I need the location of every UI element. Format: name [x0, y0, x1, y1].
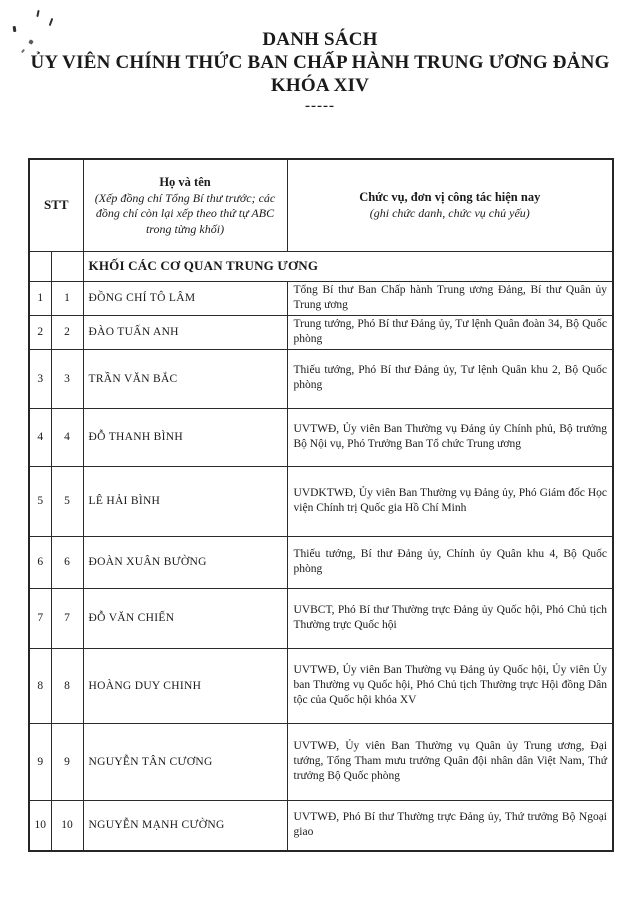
row-position: UVBCT, Phó Bí thư Thường trực Đảng ủy Quốc hội, Phó Chủ tịch Thường trực Quốc hội [287, 588, 613, 648]
row-position: Thiếu tướng, Phó Bí thư Đảng ủy, Tư lệnh Quân khu 2, Bộ Quốc phòng [287, 349, 613, 408]
table-row [29, 588, 613, 648]
row-name: NGUYỄN MẠNH CƯỜNG [83, 800, 287, 851]
document-title [0, 0, 640, 115]
row-no: 8 [51, 648, 83, 723]
table-row [29, 408, 613, 466]
table-row [29, 800, 613, 851]
row-no: 4 [51, 408, 83, 466]
row-name: LÊ HẢI BÌNH [83, 466, 287, 536]
row-stt: 1 [29, 281, 51, 315]
row-stt: 10 [29, 800, 51, 851]
row-position: UVTWĐ, Phó Bí thư Thường trực Đảng ủy, Thứ trưởng Bộ Ngoại giao [287, 800, 613, 851]
row-stt: 6 [29, 536, 51, 588]
row-no: 5 [51, 466, 83, 536]
header-position [287, 159, 613, 251]
row-position: Trung tướng, Phó Bí thư Đảng ủy, Tư lệnh Quân đoàn 34, Bộ Quốc phòng [287, 315, 613, 349]
row-stt: 2 [29, 315, 51, 349]
row-no: 1 [51, 281, 83, 315]
row-position: Thiếu tướng, Bí thư Đảng ủy, Chính ủy Quân khu 4, Bộ Quốc phòng [287, 536, 613, 588]
row-no: 2 [51, 315, 83, 349]
row-stt: 4 [29, 408, 51, 466]
table-row [29, 349, 613, 408]
row-stt: 9 [29, 723, 51, 800]
row-no: 6 [51, 536, 83, 588]
table-row [29, 536, 613, 588]
header-name-note: (Xếp đồng chí Tổng Bí thư trước; các đồng chí còn lại xếp theo thứ tự ABC trong từng khối) [94, 190, 276, 236]
title-line-1: DANH SÁCH [262, 29, 378, 50]
row-name: TRẦN VĂN BẮC [83, 349, 287, 408]
title-divider: ----- [305, 98, 335, 114]
title-line-3: KHÓA XIV [270, 75, 370, 96]
row-no: 10 [51, 800, 83, 851]
title-line-2: ỦY VIÊN CHÍNH THỨC BAN CHẤP HÀNH TRUNG ƯƠNG ĐẢNG [30, 52, 610, 73]
row-no: 9 [51, 723, 83, 800]
header-position-note: (ghi chức danh, chức vụ chủ yếu) [369, 206, 530, 220]
row-name: ĐOÀN XUÂN BƯỜNG [83, 536, 287, 588]
section-row [29, 251, 613, 281]
section-empty-cell [29, 251, 51, 281]
table-row [29, 281, 613, 315]
header-name-title: Họ và tên [159, 174, 211, 189]
table-row [29, 648, 613, 723]
section-empty-cell [51, 251, 83, 281]
header-name [83, 159, 287, 251]
row-stt: 3 [29, 349, 51, 408]
row-name: ĐỖ THANH BÌNH [83, 408, 287, 466]
table-header-row [29, 159, 613, 251]
row-name: HOÀNG DUY CHINH [83, 648, 287, 723]
row-name: ĐÀO TUẤN ANH [83, 315, 287, 349]
scan-artifact [13, 26, 17, 32]
table-row [29, 466, 613, 536]
header-stt: STT [29, 159, 83, 251]
row-name: ĐỖ VĂN CHIẾN [83, 588, 287, 648]
row-no: 7 [51, 588, 83, 648]
row-no: 3 [51, 349, 83, 408]
row-position: Tổng Bí thư Ban Chấp hành Trung ương Đảng, Bí thư Quân ủy Trung ương [287, 281, 613, 315]
table-row [29, 723, 613, 800]
row-stt: 7 [29, 588, 51, 648]
row-position: UVTWĐ, Ủy viên Ban Thường vụ Đảng ủy Quốc hội, Ủy viên Ủy ban Thường vụ Quốc hội, Phó Chủ tịch Thường trực Hội đồng Dân tộc của Quốc hội khóa XV [287, 648, 613, 723]
row-position: UVDKTWĐ, Ủy viên Ban Thường vụ Đảng ủy, Phó Giám đốc Học viện Chính trị Quốc gia Hồ Chí Minh [287, 466, 613, 536]
row-stt: 8 [29, 648, 51, 723]
row-position: UVTWĐ, Ủy viên Ban Thường vụ Quân ủy Trung ương, Đại tướng, Tổng Tham mưu trưởng Quân đội nhân dân Việt Nam, Thứ trưởng Bộ Quốc phòng [287, 723, 613, 800]
section-title: KHỐI CÁC CƠ QUAN TRUNG ƯƠNG [83, 251, 613, 281]
members-table [28, 158, 614, 852]
row-position: UVTWĐ, Ủy viên Ban Thường vụ Đảng ủy Chính phủ, Bộ trưởng Bộ Nội vụ, Phó Trưởng Ban Tổ chức Trung ương [287, 408, 613, 466]
table-row [29, 315, 613, 349]
row-name: ĐỒNG CHÍ TÔ LÂM [83, 281, 287, 315]
header-position-title: Chức vụ, đơn vị công tác hiện nay [359, 190, 541, 204]
row-stt: 5 [29, 466, 51, 536]
row-name: NGUYỄN TÂN CƯƠNG [83, 723, 287, 800]
